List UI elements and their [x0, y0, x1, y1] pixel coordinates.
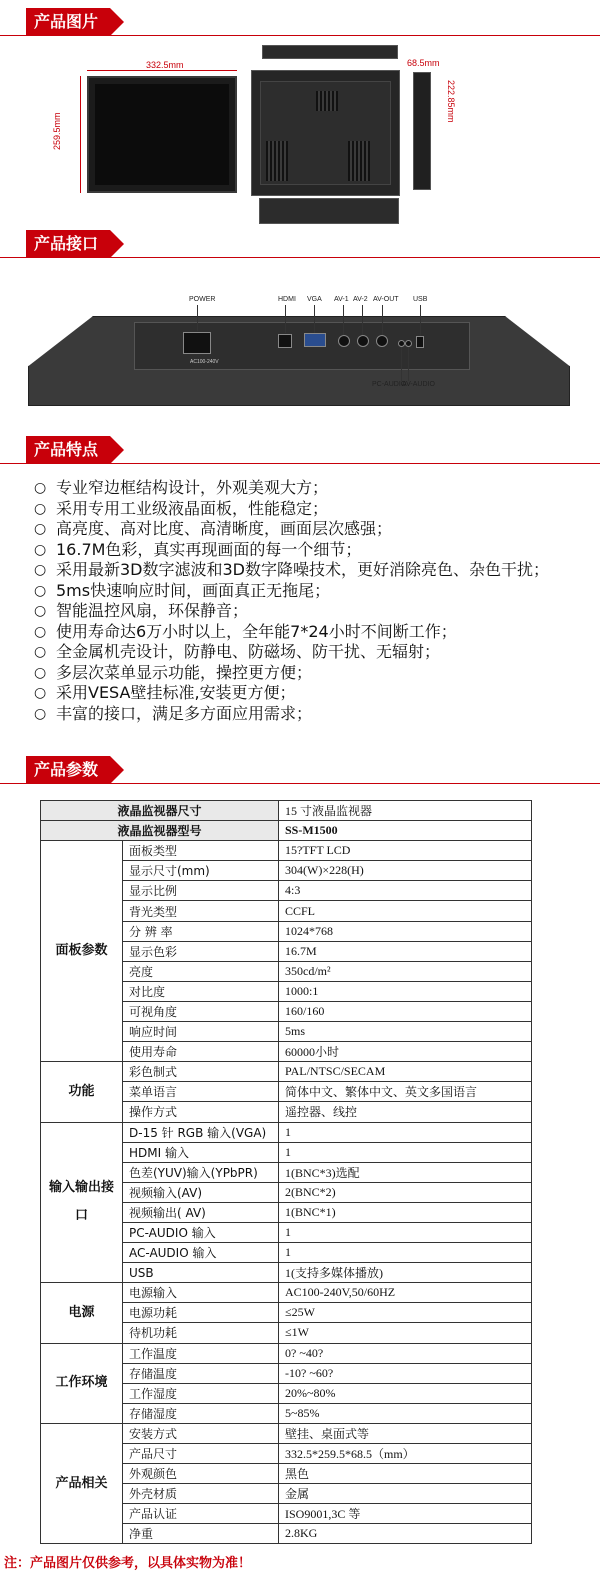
param-name: 显示尺寸(mm) — [123, 861, 279, 881]
section-title: 产品图片 — [26, 8, 110, 36]
spec-table — [40, 800, 532, 1544]
av-audio-label: AV-AUDIO — [402, 381, 435, 388]
model-value: SS-M1500 — [279, 821, 532, 841]
param-value: ISO9001,3C 等 — [279, 1504, 532, 1524]
list-item: ○ 采用专用工业级液晶面板，性能稳定； — [34, 499, 594, 520]
table-row — [41, 801, 532, 821]
param-value: 1(支持多媒体播放) — [279, 1263, 532, 1283]
param-value: 简体中文、繁体中文、英文多国语言 — [279, 1082, 532, 1102]
param-value: -10? ~60? — [279, 1363, 532, 1383]
group-label-env: 工作环境 — [41, 1343, 123, 1423]
param-value: 1000:1 — [279, 981, 532, 1001]
param-name: 电源功耗 — [123, 1303, 279, 1323]
list-item: ○ 16.7M色彩，真实再现画面的每一个细节； — [34, 540, 594, 561]
param-value: 1 — [279, 1222, 532, 1242]
monitor-front-image — [87, 76, 237, 193]
param-value: ≤1W — [279, 1323, 532, 1343]
list-item: ○ 使用寿命达6万小时以上，全年能7*24小时不间断工作； — [34, 622, 594, 643]
param-name: HDMI 输入 — [123, 1142, 279, 1162]
param-name: 面板类型 — [123, 841, 279, 861]
param-name: D-15 针 RGB 输入(VGA) — [123, 1122, 279, 1142]
param-name: 工作温度 — [123, 1343, 279, 1363]
section-title: 产品参数 — [26, 756, 110, 784]
param-value: 2(BNC*2) — [279, 1182, 532, 1202]
back-height-dimension: 222.85mm — [446, 80, 456, 123]
group-label-function: 功能 — [41, 1062, 123, 1122]
param-name: 显示比例 — [123, 881, 279, 901]
list-item: ○ 全金属机壳设计，防静电、防磁场、防干扰、无辐射； — [34, 642, 594, 663]
param-value: 5ms — [279, 1022, 532, 1042]
param-name: 显示色彩 — [123, 941, 279, 961]
depth-dimension: 68.5mm — [407, 58, 440, 68]
section-header-features — [0, 436, 600, 464]
list-item: ○ 专业窄边框结构设计，外观美观大方； — [34, 478, 594, 499]
power-socket — [183, 332, 211, 354]
monitor-side-image — [413, 72, 431, 190]
param-name: 分 辨 率 — [123, 921, 279, 941]
param-name: 视频输入(AV) — [123, 1182, 279, 1202]
monitor-back-image — [251, 70, 400, 196]
group-label-panel: 面板参数 — [41, 841, 123, 1062]
param-name: 外壳材质 — [123, 1484, 279, 1504]
param-name: 操作方式 — [123, 1102, 279, 1122]
param-value: 2.8KG — [279, 1524, 532, 1544]
model-label: 液晶监视器型号 — [41, 821, 279, 841]
footnote: 注：产品图片仅供参考，以具体实物为准！ — [4, 1556, 252, 1571]
param-name: 产品尺寸 — [123, 1444, 279, 1464]
section-title: 产品特点 — [26, 436, 110, 464]
param-value: 遥控器、线控 — [279, 1102, 532, 1122]
param-name: 待机功耗 — [123, 1323, 279, 1343]
size-value: 15 寸液晶监视器 — [279, 801, 532, 821]
group-label-product: 产品相关 — [41, 1423, 123, 1544]
param-name: 背光类型 — [123, 901, 279, 921]
param-value: 金属 — [279, 1484, 532, 1504]
param-value: 332.5*259.5*68.5（mm） — [279, 1444, 532, 1464]
list-item: ○ 智能温控风扇，环保静音； — [34, 601, 594, 622]
param-name: 工作湿度 — [123, 1383, 279, 1403]
list-item: ○ 采用VESA壁挂标准,安装更方便； — [34, 683, 594, 704]
param-name: 使用寿命 — [123, 1042, 279, 1062]
param-name: 亮度 — [123, 961, 279, 981]
param-value: 4:3 — [279, 881, 532, 901]
group-label-power: 电源 — [41, 1283, 123, 1343]
param-value: 1 — [279, 1122, 532, 1142]
param-value: 5~85% — [279, 1403, 532, 1423]
hdmi-label: HDMI — [278, 296, 296, 303]
param-name: 色差(YUV)输入(YPbPR) — [123, 1162, 279, 1182]
width-dimension: 332.5mm — [146, 60, 184, 70]
list-item: ○ 5ms快速响应时间，画面真正无拖尾； — [34, 581, 594, 602]
section-header-images — [0, 8, 600, 36]
list-item: ○ 采用最新3D数字滤波和3D数字降噪技术，更好消除亮色、杂色干扰； — [34, 560, 594, 581]
av2-label: AV-2 — [353, 296, 368, 303]
av1-port — [338, 335, 350, 347]
section-header-params — [0, 756, 600, 784]
table-row — [41, 1122, 532, 1142]
param-value: 1 — [279, 1142, 532, 1162]
power-label: POWER — [189, 296, 216, 303]
feature-list — [34, 478, 594, 724]
width-dimension-line — [87, 70, 237, 71]
av2-port — [357, 335, 369, 347]
param-value: ≤25W — [279, 1303, 532, 1323]
table-row — [41, 1423, 532, 1443]
param-value: 20%~80% — [279, 1383, 532, 1403]
param-name: PC-AUDIO 输入 — [123, 1222, 279, 1242]
usb-label: USB — [413, 296, 428, 303]
param-name: 产品认证 — [123, 1504, 279, 1524]
monitor-top-image — [262, 45, 398, 59]
param-value: 60000小时 — [279, 1042, 532, 1062]
monitor-bottom-image — [259, 198, 399, 224]
pc-audio-jack — [398, 340, 405, 347]
pc-audio-label: PC-AUDIO — [372, 381, 407, 388]
section-title: 产品接口 — [26, 230, 110, 258]
size-label: 液晶监视器尺寸 — [41, 801, 279, 821]
height-dimension-line — [80, 76, 81, 193]
avout-label: AV-OUT — [373, 296, 399, 303]
param-value: 壁挂、桌面式等 — [279, 1423, 532, 1443]
param-value: 1(BNC*3)选配 — [279, 1162, 532, 1182]
ac-label: AC100-240V — [190, 359, 219, 365]
vga-label: VGA — [307, 296, 322, 303]
param-value: PAL/NTSC/SECAM — [279, 1062, 532, 1082]
table-row — [41, 821, 532, 841]
param-name: 存储湿度 — [123, 1403, 279, 1423]
param-name: 视频输出( AV) — [123, 1202, 279, 1222]
table-row — [41, 1062, 532, 1082]
group-label-io: 输入输出接口 — [41, 1122, 123, 1283]
param-value: 0? ~40? — [279, 1343, 532, 1363]
param-name: 外观颜色 — [123, 1464, 279, 1484]
param-name: 电源输入 — [123, 1283, 279, 1303]
table-row — [41, 1283, 532, 1303]
param-value: 1(BNC*1) — [279, 1202, 532, 1222]
param-value: 黑色 — [279, 1464, 532, 1484]
param-value: 1 — [279, 1243, 532, 1263]
param-name: AC-AUDIO 输入 — [123, 1243, 279, 1263]
param-value: 15?TFT LCD — [279, 841, 532, 861]
avout-port — [376, 335, 388, 347]
param-name: 安装方式 — [123, 1423, 279, 1443]
param-name: USB — [123, 1263, 279, 1283]
usb-port — [416, 336, 424, 348]
param-value: AC100-240V,50/60HZ — [279, 1283, 532, 1303]
table-row — [41, 841, 532, 861]
height-dimension: 259.5mm — [52, 112, 62, 150]
param-value: 16.7M — [279, 941, 532, 961]
param-name: 可视角度 — [123, 1001, 279, 1021]
param-value: 1024*768 — [279, 921, 532, 941]
param-value: 304(W)×228(H) — [279, 861, 532, 881]
param-value: 350cd/m² — [279, 961, 532, 981]
param-name: 菜单语言 — [123, 1082, 279, 1102]
table-row — [41, 1343, 532, 1363]
list-item: ○ 高亮度、高对比度、高清晰度，画面层次感强； — [34, 519, 594, 540]
av-audio-jack — [405, 340, 412, 347]
param-value: 160/160 — [279, 1001, 532, 1021]
hdmi-port — [278, 334, 292, 348]
param-name: 彩色制式 — [123, 1062, 279, 1082]
param-name: 存储温度 — [123, 1363, 279, 1383]
section-header-interfaces — [0, 230, 600, 258]
list-item: ○ 丰富的接口，满足多方面应用需求； — [34, 704, 594, 725]
param-value: CCFL — [279, 901, 532, 921]
av1-label: AV-1 — [334, 296, 349, 303]
param-name: 对比度 — [123, 981, 279, 1001]
param-name: 净重 — [123, 1524, 279, 1544]
vga-port — [304, 333, 326, 347]
param-name: 响应时间 — [123, 1022, 279, 1042]
list-item: ○ 多层次菜单显示功能，操控更方便； — [34, 663, 594, 684]
